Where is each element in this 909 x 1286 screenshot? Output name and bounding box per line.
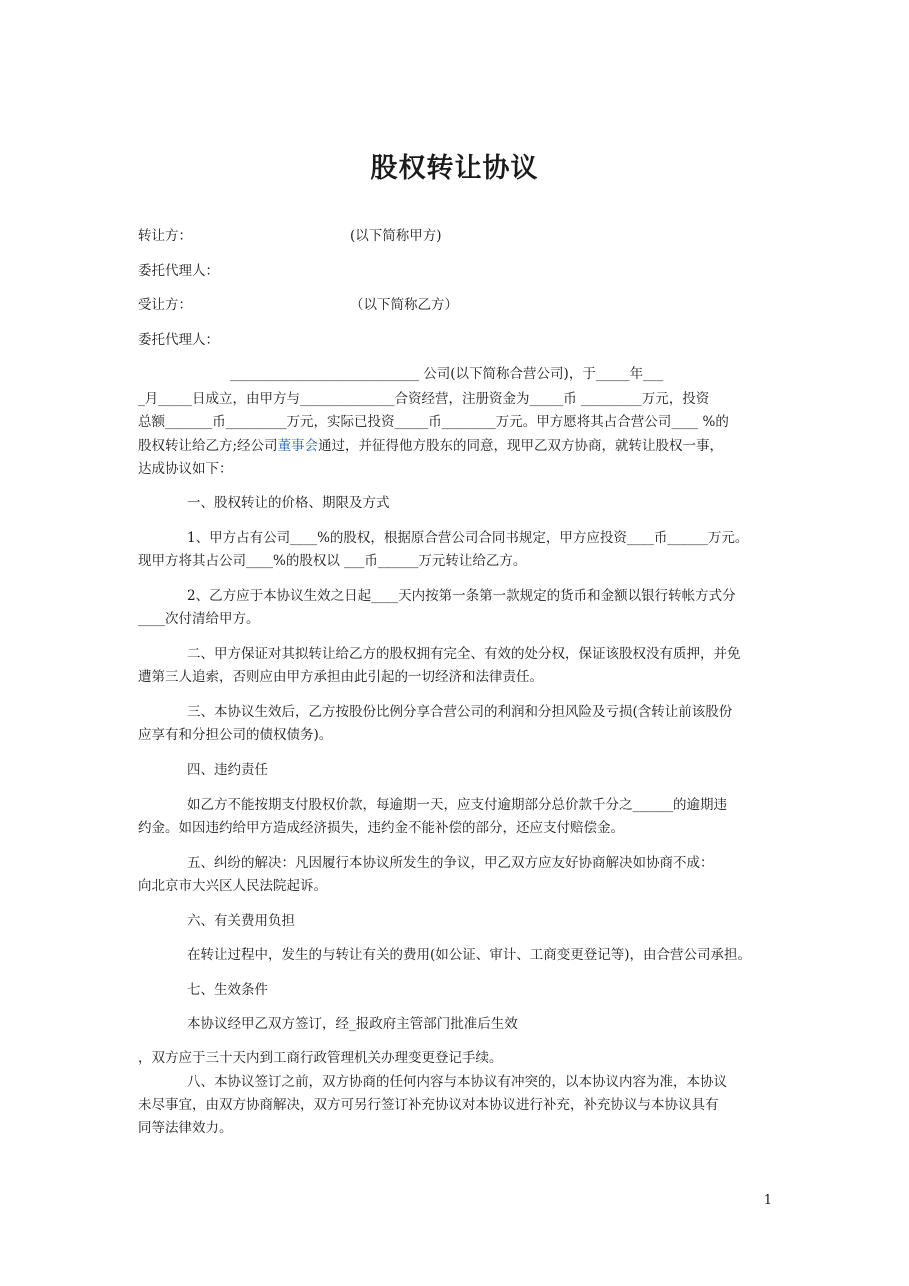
section-8-line-1: 八、本协议签订之前，双方协商的任何内容与本协议有冲突的，以本协议内容为准，本协议 — [187, 1074, 727, 1090]
agent-label-2: 委托代理人： — [138, 332, 219, 348]
intro-line-4-b: 通过，并征得他方股东的同意，现甲乙双方协商，就转让股权一事， — [318, 438, 724, 454]
section-6-line-1: 在转让过程中，发生的与转让有关的费用(如公证、审计、工商变更登记等)，由合营公司承担。 — [187, 947, 752, 963]
transferor-label: 转让方： — [138, 228, 192, 244]
section-7-line-2: ，双方应于三十天内到工商行政管理机关办理变更登记手续。 — [138, 1050, 503, 1066]
transferee-note: （以下简称乙方） — [350, 297, 458, 313]
section-2-line-1: 二、甲方保证对其拟转让给乙方的股权拥有完全、有效的处分权，保证该股权没有质押，并免 — [187, 646, 741, 662]
section-1-p1-line-2: 现甲方将其占公司____%的股权以 ___币______万元转让给乙方。 — [138, 553, 527, 569]
section-3-line-2: 应享有和分担公司的债权债务)。 — [138, 727, 333, 743]
section-7-heading: 七、生效条件 — [187, 982, 268, 998]
section-1-heading: 一、股权转让的价格、期限及方式 — [187, 495, 390, 511]
section-1-p1-line-1: 1、甲方占有公司____%的股权，根据原合营公司合同书规定，甲方应投资____币______万元。 — [187, 530, 749, 546]
transferor-note: (以下简称甲方) — [350, 228, 442, 244]
agent-label-1: 委托代理人： — [138, 263, 219, 279]
section-1-p2-line-2: ____次付清给甲方。 — [138, 611, 260, 627]
section-5-line-2: 向北京市大兴区人民法院起诉。 — [138, 878, 327, 894]
section-2-line-2: 遭第三人追索，否则应由甲方承担由此引起的一切经济和法律责任。 — [138, 669, 543, 685]
section-5-line-1: 五、纠纷的解决：凡因履行本协议所发生的争议，甲乙双方应友好协商解决如协商不成： — [187, 855, 714, 871]
intro-line-4-a: 股权转让给乙方;经公司 — [138, 438, 278, 454]
transferee-label: 受让方： — [138, 297, 192, 313]
intro-line-3: 总额_______币_________万元，实际已投资_____币________万元。甲方愿将其占合营公司____ %的 — [138, 414, 729, 430]
section-4-line-1: 如乙方不能按期支付股权价款，每逾期一天，应支付逾期部分总价款千分之______的逾期违 — [187, 797, 727, 813]
section-6-heading: 六、有关费用负担 — [187, 913, 295, 929]
intro-line-5: 达成协议如下： — [138, 461, 233, 477]
section-4-heading: 四、违约责任 — [187, 762, 268, 778]
intro-line-1: ____________________________ 公司(以下简称合营公司)，于_____年___ — [230, 366, 664, 382]
section-8-line-3: 同等法律效力。 — [138, 1120, 233, 1136]
section-4-line-2: 约金。如因违约给甲方造成经济损失，违约金不能补偿的部分，还应支付赔偿金。 — [138, 820, 624, 836]
board-of-directors-link[interactable]: 董事会 — [277, 438, 319, 454]
section-3-line-1: 三、本协议生效后，乙方按股份比例分享合营公司的利润和分担风险及亏损(含转让前该股份 — [187, 704, 733, 720]
intro-line-4 — [138, 435, 723, 457]
intro-line-2: _月_____日成立，由甲方与______________合资经营，注册资金为_____币 _________万元，投资 — [138, 391, 710, 407]
document-title: 股权转让协议 — [370, 153, 539, 184]
section-8-line-2: 未尽事宜，由双方协商解决，双方可另行签订补充协议对本协议进行补充，补充协议与本协议具有 — [138, 1097, 719, 1113]
section-7-line-1: 本协议经甲乙双方签订，经_报政府主管部门批准后生效 — [187, 1016, 518, 1032]
section-1-p2-line-1: 2、乙方应于本协议生效之日起____天内按第一条第一款规定的货币和金额以银行转帐方式分 — [187, 588, 736, 604]
page-number: 1 — [763, 1193, 772, 1208]
